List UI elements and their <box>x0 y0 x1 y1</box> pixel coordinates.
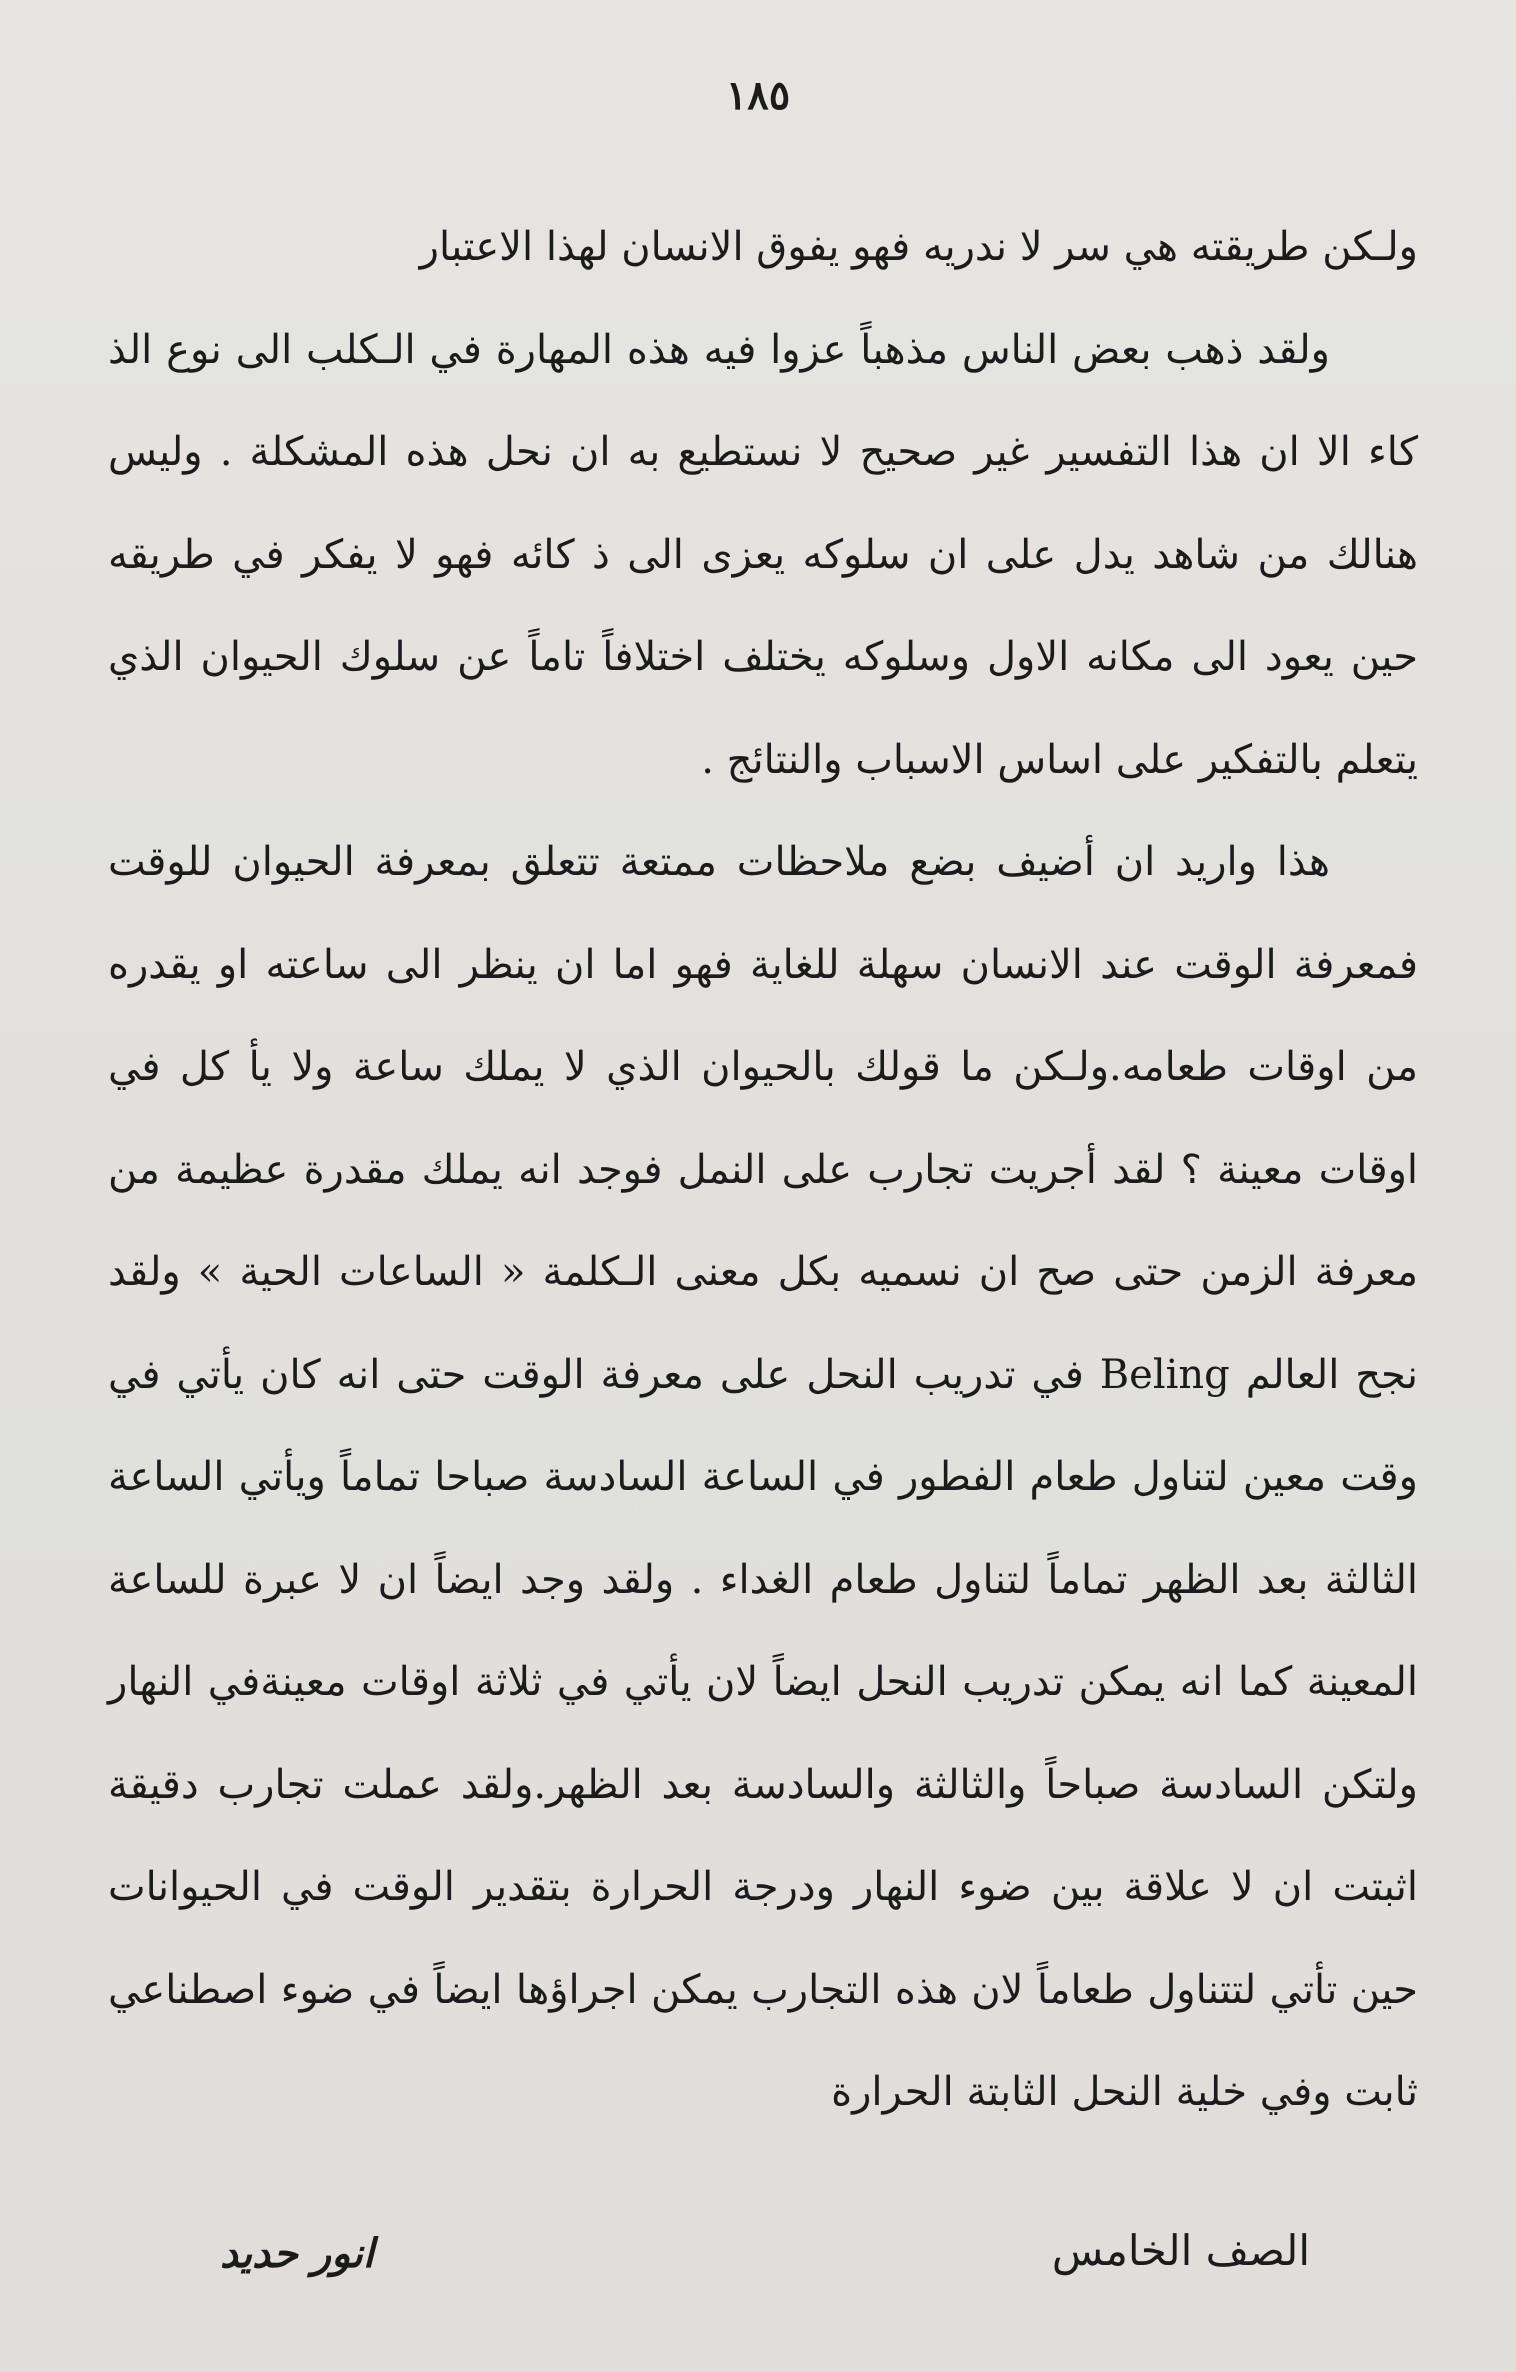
class-label: الصف الخامس <box>1051 2226 1310 2275</box>
page-footer <box>0 2226 1516 2306</box>
body-text <box>108 196 1418 2144</box>
page-number: ١٨٥ <box>725 72 791 119</box>
author-signature: انور حديد <box>220 2230 375 2277</box>
paragraph: ولـكن طريقته هي سر لا ندريه فهو يفوق الانسان لهذا الاعتبار <box>419 224 1418 270</box>
paragraph: ولقد ذهب بعض الناس مذهباً عزوا فيه هذه المهارة في الـكلب الى نوع الذ كاء الا ان هذا التفسير غير صحيح لا نستطيع به ان نحل هذه المشكلة . وليس هنالك من شاهد يدل على ان سلوكه يعزى الى ذ كائه فهو لا يفكر في طريقه حين يعود الى مكانه الاول وسلوكه يختلف اختلافاً تاماً عن سلوك الحيوان الذي يتعلم بالتفكير على اساس الاسباب والنتائج . <box>108 326 1418 783</box>
paragraph: هذا واريد ان أضيف بضع ملاحظات ممتعة تتعلق بمعرفة الحيوان للوقت فمعرفة الوقت عند الانسان سهلة للغاية فهو اما ان ينظر الى ساعته او يقدره من اوقات طعامه.ولـكن ما قولك بالحيوان الذي لا يملك ساعة ولا يأ كل في اوقات معينة ؟ لقد أجريت تجارب على النمل فوجد انه يملك مقدرة عظيمة من معرفة الزمن حتى صح ان نسميه بكل معنى الـكلمة « الساعات الحية » ولقد نجح العالم Beling في تدريب النحل على معرفة الوقت حتى انه كان يأتي في وقت معين لتناول طعام الفطور في الساعة السادسة صباحا تماماً ويأتي الساعة الثالثة بعد الظهر تماماً لتناول طعام الغداء . ولقد وجد ايضاً ان لا عبرة للساعة المعينة كما انه يمكن تدريب النحل ايضاً لان يأتي في ثلاثة اوقات معينةفي النهار ولتكن السادسة صباحاً والثالثة والسادسة بعد الظهر.ولقد عملت تجارب دقيقة اثبتت ان لا علاقة بين ضوء النهار ودرجة الحرارة بتقدير الوقت في الحيوانات حين تأتي لتتناول طعاماً لان هذه التجارب يمكن اجراؤها ايضاً في ضوء اصطناعي ثابت وفي خلية النحل الثابتة الحرارة <box>108 839 1418 2115</box>
